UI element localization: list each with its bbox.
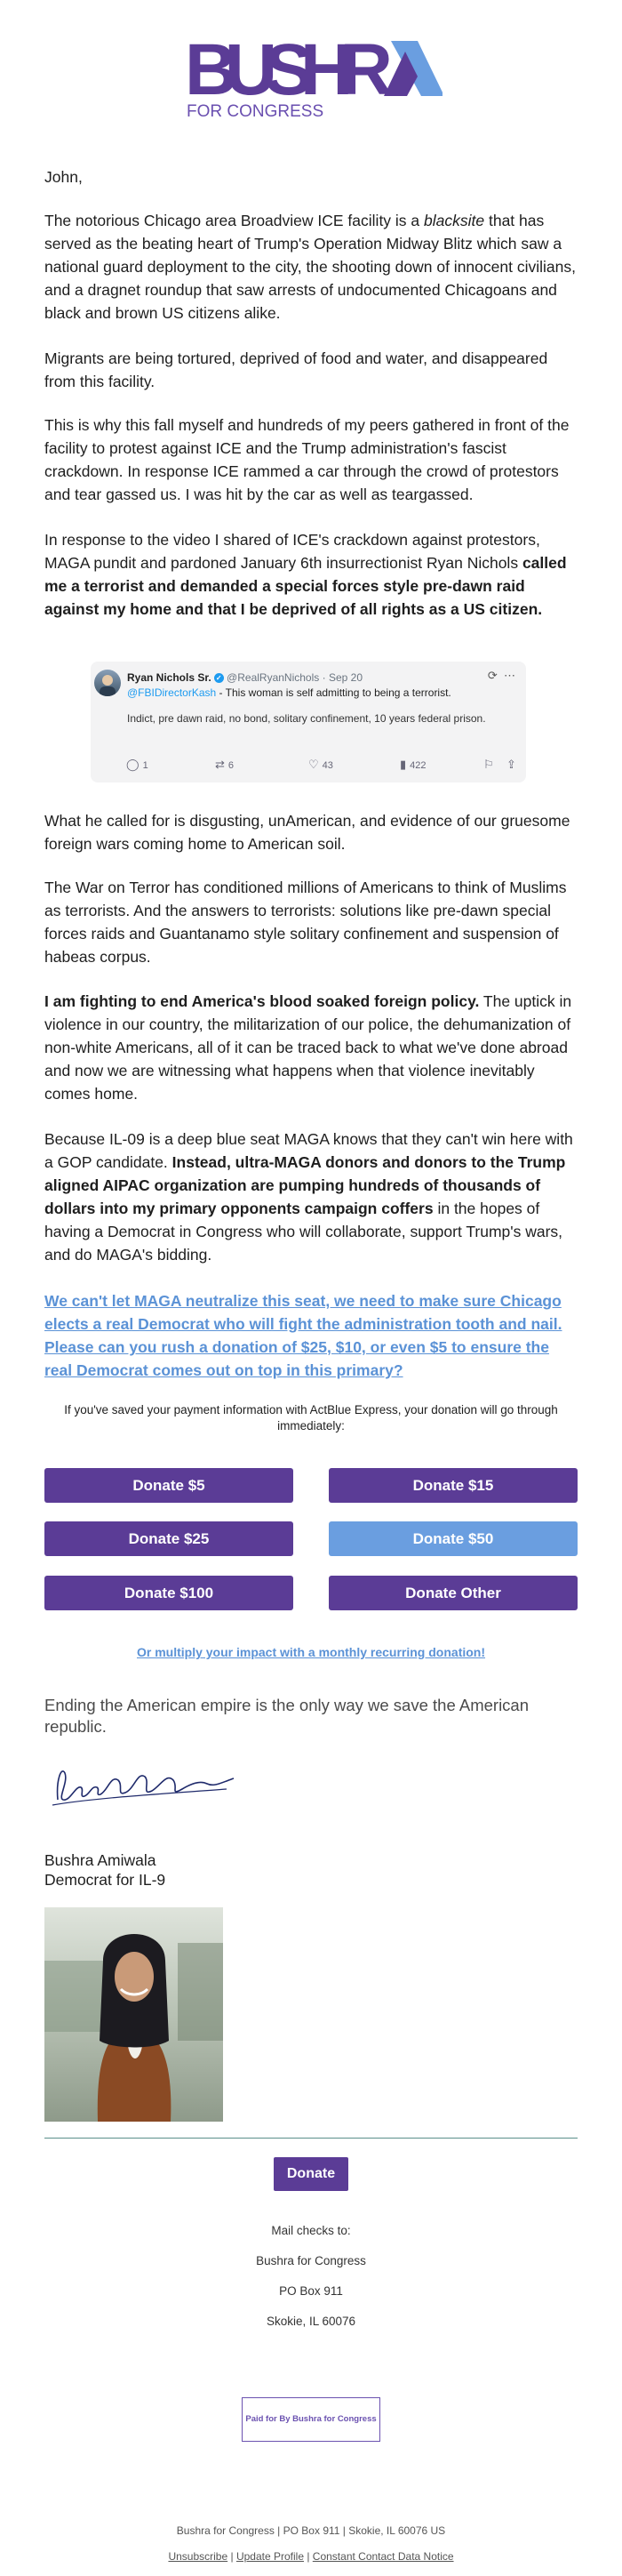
embedded-tweet[interactable] [91,662,526,782]
donation-appeal[interactable] [44,1289,578,1382]
closing-statement: Ending the American empire is the only way we save the American republic. [44,1696,530,1736]
views-icon: ▮ [400,758,407,771]
paragraph-ryan-nichols: In response to the video I shared of ICE's crackdown against protestors, MAGA pundit and pardoned January 6th insurrectionist Ryan Nichols called me a terrorist and demanded a special forces style pre-dawn raid against my home and that I be deprived of all rights as a US citizen. [44,531,567,618]
actblue-express-note: If you've saved your payment information with ActBlue Express, your donation will go through immediately: [64,1403,558,1432]
verified-icon: ✓ [214,673,224,683]
tweet-menu[interactable] [488,669,515,683]
like-action[interactable]: ♡ 43 [308,758,333,771]
logo-name-text: BUSHR [185,34,391,110]
footer-address: Bushra for Congress | PO Box 911 | Skokie, IL 60076 US [176,2524,446,2537]
tweet-date: Sep 20 [328,671,363,684]
reply-icon: ◯ [126,758,140,771]
paragraph-il09: Because IL-09 is a deep blue seat MAGA knows that they can't win here with a GOP candidate. Instead, ultra-MAGA donors and donors to the Trump aligned AIPAC organization are pumping hundreds of thousands of dollars into my primary opponents campaign coffers in the hopes of having a Democrat in Congress who will collaborate, support Trump's wars, and do MAGA's bidding. [44,1130,573,1264]
donate-5-button[interactable]: Donate $5 [44,1468,293,1503]
tweet-avatar [94,670,121,696]
paragraph-unamerican: What he called for is disgusting, unAmerican, and evidence of our gruesome foreign wars coming home to American soil. [44,812,570,853]
divider [44,2138,578,2139]
tweet-actions [126,758,517,774]
update-profile-link[interactable]: Update Profile [235,2550,304,2563]
unsubscribe-link[interactable]: Unsubscribe [168,2550,228,2563]
share-action[interactable] [506,758,520,772]
campaign-logo [185,34,443,123]
mail-checks-label: Mail checks to: [271,2224,351,2237]
signer-title: Democrat for IL-9 [44,1871,166,1889]
tweet-body: Indict, pre dawn raid, no bond, solitary confinement, 10 years federal prison. [127,712,486,725]
tweet-author: Ryan Nichols Sr. ✓ @RealRyanNichols · Sep 20 [127,671,363,684]
donate-100-button[interactable]: Donate $100 [44,1576,293,1610]
views-action[interactable]: ▮ 422 [400,758,427,771]
retweet-icon: ⇄ [215,758,225,771]
paragraph-blacksite: The notorious Chicago area Broadview ICE facility is a blacksite that has served as the beating heart of Trump's Operation Midway Blitz which saw a national guard deployment to the city, the shooting down of innocent civilians, and a dragnet roundup that saw arrests of undocumented Chicagoans and black and brown US citizens alike. [44,212,576,322]
heart-icon: ♡ [308,758,319,771]
donate-50-button[interactable]: Donate $50 [329,1521,578,1556]
grok-icon[interactable]: ⟳ [487,669,498,682]
bookmark-icon: ⚐ [483,758,494,771]
donate-button[interactable]: Donate [274,2157,348,2191]
paragraph-war-on-terror: The War on Terror has conditioned millions of Americans to think of Muslims as terrorists. And the answers to terrorists: solutions like pre-dawn special forces raids and Guantanamo style solitary confinement and suspension of habeas corpus. [44,879,567,966]
paragraph-foreign-policy: I am fighting to end America's blood soaked foreign policy. The uptick in violence in our country, the militarization of our police, the dehumanization of non-white Americans, all of it can be traced back to what we've done abroad and now we are witnessing what happens when that violence inevitably comes home. [44,992,572,1103]
share-icon: ⇪ [506,758,516,771]
paid-for-disclaimer: Paid for By Bushra for Congress [242,2397,380,2442]
constant-contact-link[interactable]: Constant Contact Data Notice [312,2550,454,2563]
monthly-donation-link[interactable]: Or multiply your impact with a monthly recurring donation! [136,1645,486,1659]
paragraph-migrants: Migrants are being tortured, deprived of food and water, and disappeared from this facility. [44,349,548,390]
mail-city: Skokie, IL 60076 [266,2315,356,2328]
retweet-action[interactable]: ⇄ 6 [215,758,235,771]
paragraph-protest: This is why this fall myself and hundreds of my peers gathered in front of the facility to protest against ICE and the Trump administration's fascist crackdown. In response ICE rammed a car through the crowd of protestors and tear gassed us. I was hit by the car as well as teargassed. [44,416,570,503]
logo-name-suffix: A [398,94,399,95]
donate-15-button[interactable]: Donate $15 [329,1468,578,1503]
more-icon[interactable]: ⋯ [504,669,515,682]
candidate-photo [44,1907,223,2122]
donate-25-button[interactable]: Donate $25 [44,1521,293,1556]
logo-tagline: FOR CONGRESS [187,102,324,121]
greeting: John, [44,168,83,186]
tweet-handle: @RealRyanNichols [227,671,320,684]
donate-other-button[interactable]: Donate Other [329,1576,578,1610]
donation-appeal-link[interactable]: We can't let MAGA neutralize this seat, we need to make sure Chicago elects a real Democrat who will fight the administration tooth and nail. Please can you rush a donation of $25, $10, or even $5 to ensure the real Democrat comes out on top in this primary? [44,1292,562,1379]
bookmark-action[interactable] [483,758,498,772]
mail-org: Bushra for Congress [256,2254,366,2267]
tweet-quote-line: @FBIDirectorKash - This woman is self admitting to being a terrorist. [127,686,451,699]
handwritten-signature [49,1753,244,1816]
footer-links: Unsubscribe | Update Profile | Constant Contact Data Notice [168,2550,454,2563]
signature-block [44,1850,165,1890]
tweet-mention[interactable]: @FBIDirectorKash [127,686,217,699]
mail-po-box: PO Box 911 [279,2284,343,2298]
signer-name: Bushra Amiwala [44,1851,156,1869]
reply-action[interactable]: ◯ 1 [126,758,148,771]
